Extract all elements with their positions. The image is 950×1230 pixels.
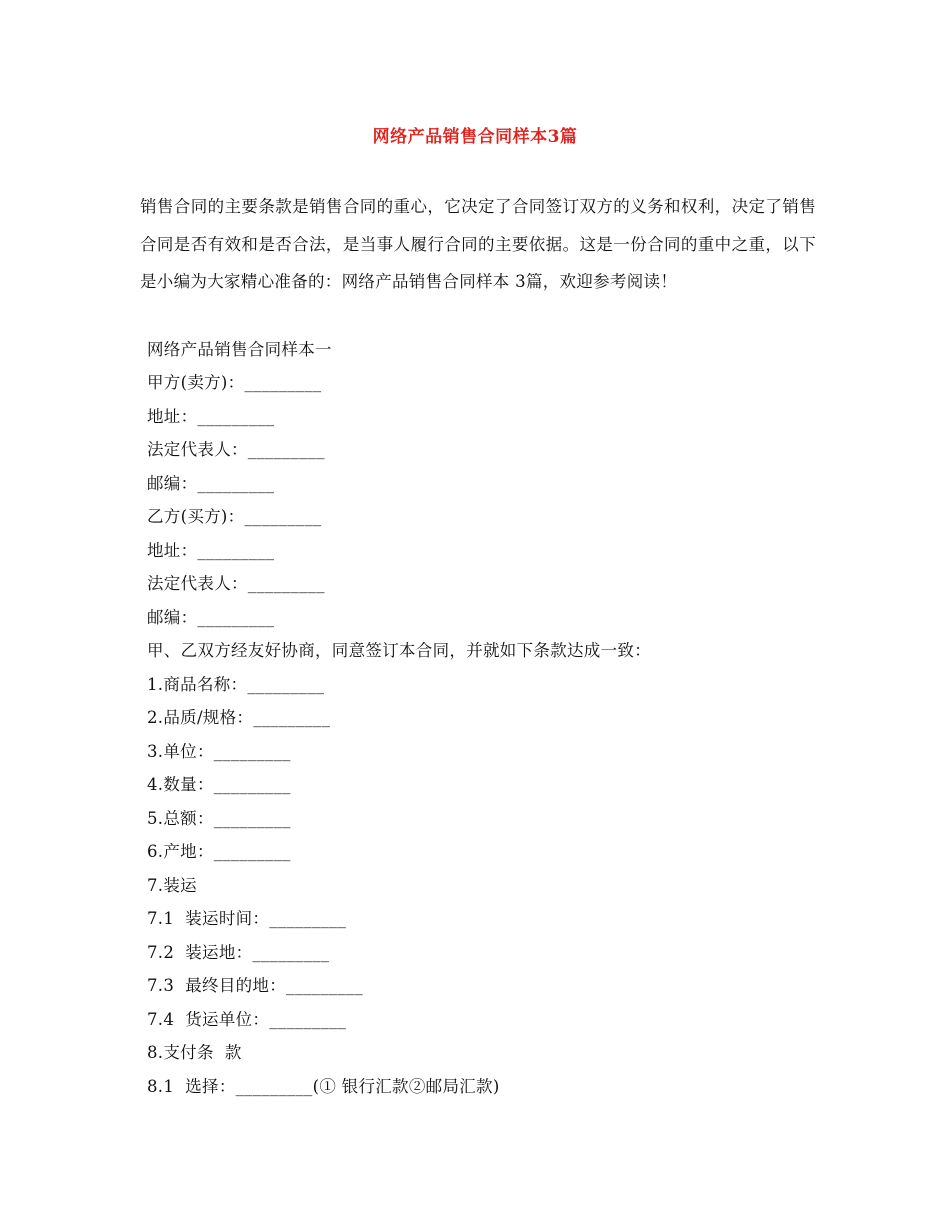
clause-shipment-place: 7.2 装运地：_________ (147, 943, 330, 962)
clause-final-destination: 7.3 最终目的地：_________ (147, 976, 363, 995)
section-heading: 网络产品销售合同样本一 (147, 340, 332, 359)
clause-payment: 8.支付条 款 (147, 1043, 242, 1062)
intro-paragraph: 销售合同的主要条款是销售合同的重心，它决定了合同签订双方的义务和权利，决定了销售合同是否有效和是否合法，是当事人履行合同的主要依据。这是一份合同的重中之重，以下是小编为大家精心准备的：网络产品销售合同样本 3篇，欢迎参考阅读！ (140, 197, 816, 291)
party-a-legal-rep-field: 法定代表人：_________ (147, 440, 325, 459)
party-b-field: 乙方(买方)：_________ (147, 507, 322, 526)
clause-payment-method: 8.1 选择：_________(① 银行汇款②邮局汇款) (147, 1077, 500, 1096)
clause-shipment: 7.装运 (147, 876, 197, 895)
clause-origin: 6.产地：_________ (147, 842, 291, 861)
party-a-field: 甲方(卖方)：_________ (147, 373, 322, 392)
clause-shipment-time: 7.1 装运时间：_________ (147, 909, 347, 928)
party-a-address-field: 地址：_________ (147, 407, 275, 426)
clause-carrier: 7.4 货运单位：_________ (147, 1010, 347, 1029)
clause-quality-spec: 2.品质/规格：_________ (147, 708, 331, 727)
clause-unit: 3.单位：_________ (147, 742, 291, 761)
agreement-statement: 甲、乙双方经友好协商，同意签订本合同，并就如下条款达成一致： (147, 641, 651, 660)
document-title: 网络产品销售合同样本3篇 (372, 127, 578, 147)
clause-total-amount: 5.总额：_________ (147, 809, 291, 828)
party-a-postcode-field: 邮编：_________ (147, 474, 275, 493)
party-b-postcode-field: 邮编：_________ (147, 608, 275, 627)
party-b-address-field: 地址：_________ (147, 541, 275, 560)
clause-quantity: 4.数量：_________ (147, 775, 291, 794)
party-b-legal-rep-field: 法定代表人：_________ (147, 574, 325, 593)
clause-product-name: 1.商品名称：_________ (147, 675, 325, 694)
